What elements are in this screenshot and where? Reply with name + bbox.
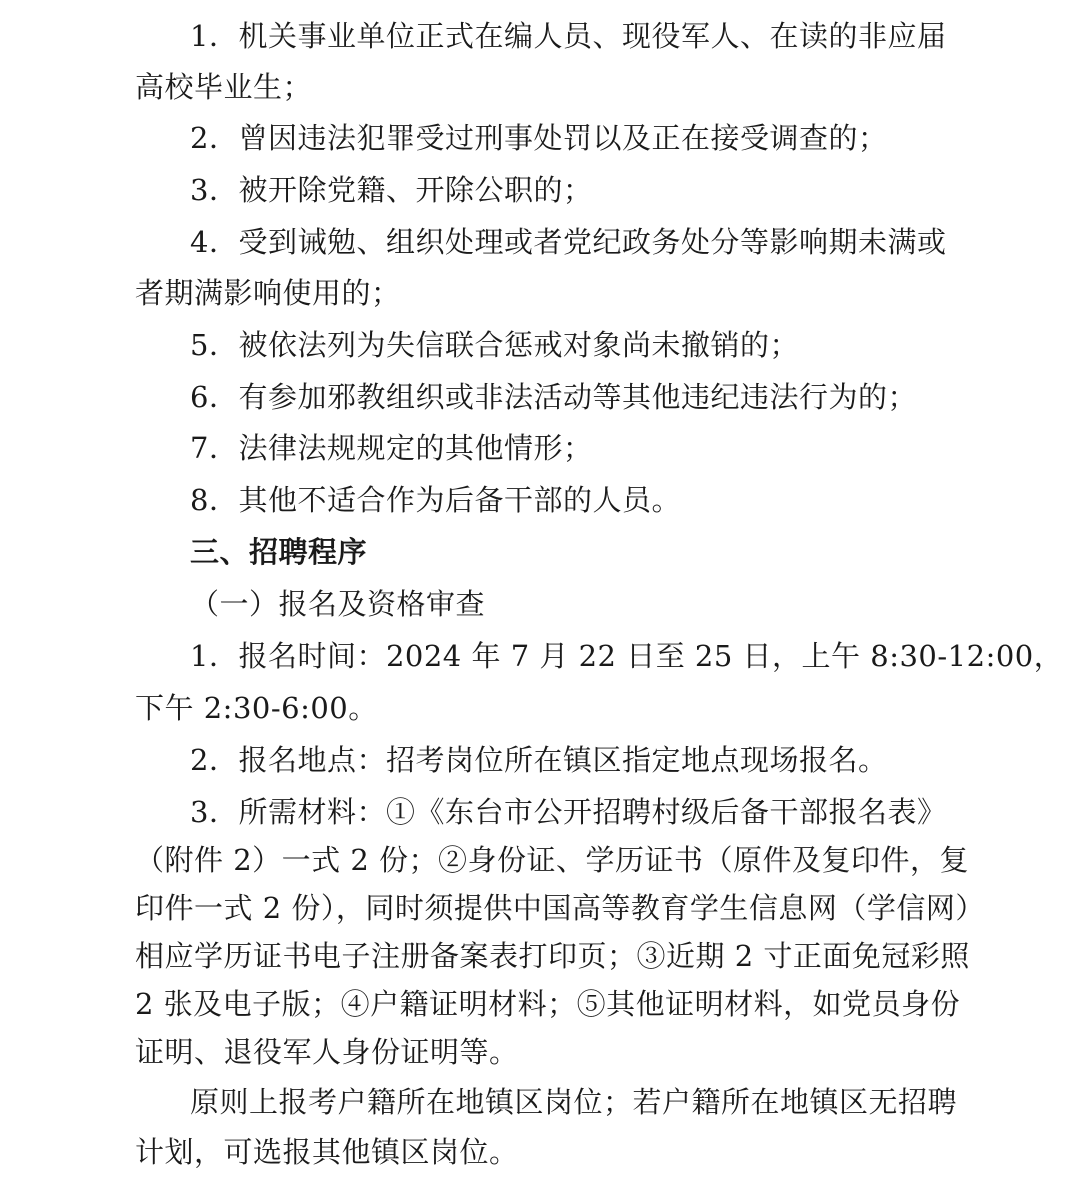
paragraph-line: 1．报名时间：2024 年 7 月 22 日至 25 日，上午 8:30-12:00， [190,639,1064,673]
paragraph-line: 印件一式 2 份），同时须提供中国高等教育学生信息网（学信网） [135,891,985,925]
paragraph-line: 下午 2:30-6:00。 [135,691,378,725]
paragraph-line: 2．报名地点：招考岗位所在镇区指定地点现场报名。 [190,743,888,777]
paragraph-line: 5．被依法列为失信联合惩戒对象尚未撤销的； [190,328,799,362]
paragraph-line: 原则上报考户籍所在地镇区岗位；若户籍所在地镇区无招聘 [190,1085,958,1119]
paragraph-line: 6．有参加邪教组织或非法活动等其他违纪违法行为的； [190,380,917,414]
paragraph-line: 证明、退役军人身份证明等。 [135,1035,519,1069]
paragraph-line: （附件 2）一式 2 份；②身份证、学历证书（原件及复印件，复 [135,843,970,877]
subsection-heading: （一）报名及资格审查 [190,587,486,621]
paragraph-line: 7．法律法规规定的其他情形； [190,431,593,465]
paragraph-line: 相应学历证书电子注册备案表打印页；③近期 2 寸正面免冠彩照 [135,939,970,973]
section-heading: 三、招聘程序 [190,535,368,569]
paragraph-line: 者期满影响使用的； [135,276,401,310]
paragraph-line: 计划，可选报其他镇区岗位。 [135,1135,519,1169]
paragraph-line: 3．所需材料：①《东台市公开招聘村级后备干部报名表》 [190,795,947,829]
paragraph-line: 1．机关事业单位正式在编人员、现役军人、在读的非应届 [190,19,947,53]
paragraph-line: 3．被开除党籍、开除公职的； [190,173,593,207]
paragraph-line: 8．其他不适合作为后备干部的人员。 [190,483,681,517]
paragraph-line: 2 张及电子版；④户籍证明材料；⑤其他证明材料，如党员身份 [135,987,961,1021]
paragraph-line: 高校毕业生； [135,70,313,104]
paragraph-line: 2．曾因违法犯罪受过刑事处罚以及正在接受调查的； [190,121,888,155]
paragraph-line: 4．受到诫勉、组织处理或者党纪政务处分等影响期未满或 [190,225,947,259]
